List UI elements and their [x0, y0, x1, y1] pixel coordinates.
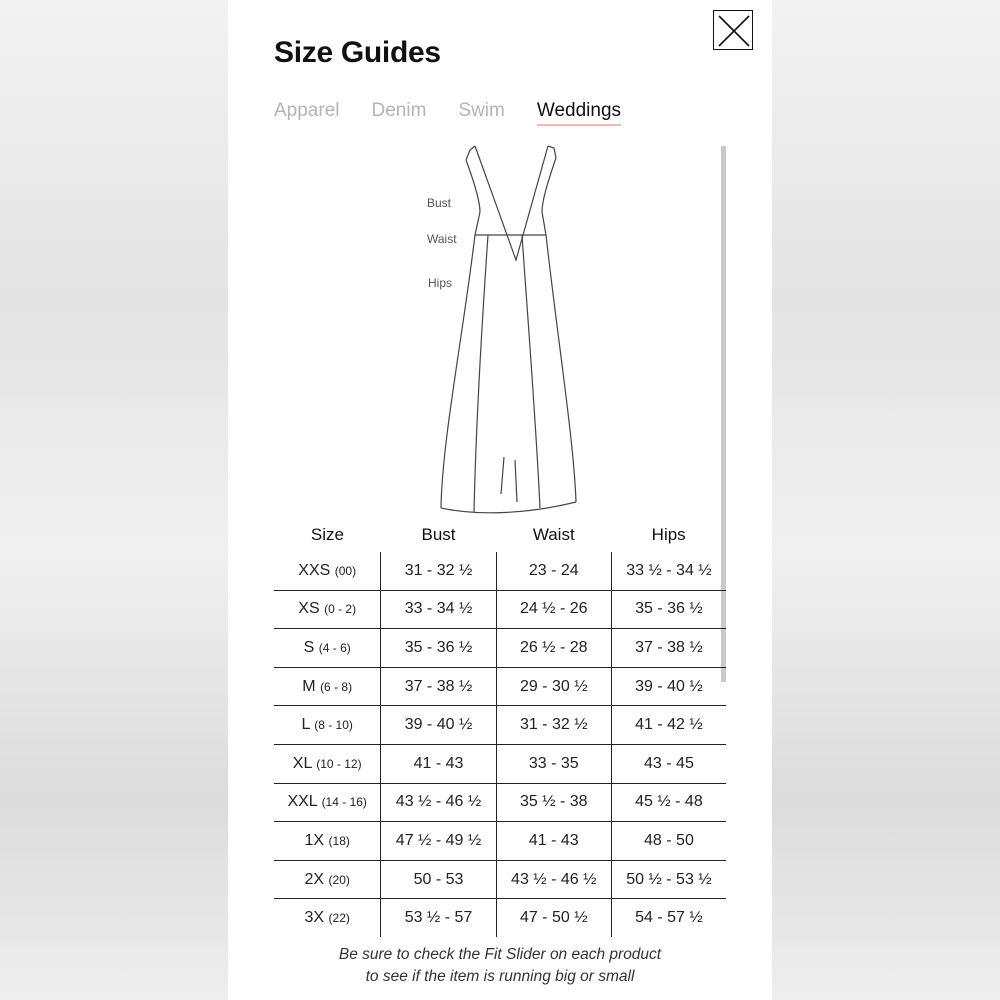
hips-cell: 33 ½ - 34 ½	[611, 552, 726, 590]
waist-cell: 26 ½ - 28	[496, 629, 611, 668]
size-cell	[274, 899, 381, 937]
table-row	[274, 552, 726, 590]
table-row	[274, 899, 726, 937]
bust-cell: 35 - 36 ½	[381, 629, 496, 668]
size-numeric: (18)	[328, 833, 350, 848]
waist-cell: 23 - 24	[496, 552, 611, 590]
tab-denim[interactable]: Denim	[371, 100, 427, 121]
hips-cell: 54 - 57 ½	[611, 899, 726, 937]
modal-title: Size Guides	[274, 36, 441, 69]
backdrop-right	[772, 0, 1000, 1000]
size-cell	[274, 706, 381, 745]
size-cell	[274, 860, 381, 899]
size-guide-modal	[228, 0, 772, 1000]
hips-cell: 48 - 50	[611, 822, 726, 861]
table-row	[274, 822, 726, 861]
bust-cell: 47 ½ - 49 ½	[381, 822, 496, 861]
waist-cell: 47 - 50 ½	[496, 899, 611, 937]
diagram-label-bust: Bust	[427, 196, 452, 210]
hips-cell: 37 - 38 ½	[611, 629, 726, 668]
hips-cell: 35 - 36 ½	[611, 590, 726, 629]
table-header-row	[274, 518, 726, 552]
tab-swim[interactable]: Swim	[458, 100, 505, 121]
waist-cell: 29 - 30 ½	[496, 667, 611, 706]
fit-slider-note	[228, 944, 772, 988]
size-numeric: (20)	[328, 872, 350, 887]
fit-note-line-2: to see if the item is running big or small	[365, 968, 635, 985]
waist-cell: 35 ½ - 38	[496, 783, 611, 822]
header-hips: Hips	[651, 525, 686, 544]
hips-cell: 45 ½ - 48	[611, 783, 726, 822]
bust-cell: 50 - 53	[381, 860, 496, 899]
tab-apparel[interactable]: Apparel	[274, 100, 340, 121]
table-row	[274, 744, 726, 783]
size-cell	[274, 590, 381, 629]
table-row	[274, 590, 726, 629]
bust-cell: 41 - 43	[381, 744, 496, 783]
header-bust: Bust	[421, 525, 456, 544]
size-numeric: (0 - 2)	[324, 602, 357, 617]
size-label: XL	[292, 754, 312, 772]
size-label: M	[302, 677, 316, 695]
size-cell	[274, 744, 381, 783]
header-waist: Waist	[532, 525, 575, 544]
table-row	[274, 783, 726, 822]
size-numeric: (4 - 6)	[318, 640, 351, 655]
hips-cell: 41 - 42 ½	[611, 706, 726, 745]
size-cell	[274, 667, 381, 706]
hips-cell: 39 - 40 ½	[611, 667, 726, 706]
close-icon	[714, 11, 754, 51]
bust-cell: 43 ½ - 46 ½	[381, 783, 496, 822]
bust-cell: 33 - 34 ½	[381, 590, 496, 629]
bust-cell: 31 - 32 ½	[381, 552, 496, 590]
size-label: 2X	[304, 870, 325, 888]
waist-cell: 33 - 35	[496, 744, 611, 783]
table-row	[274, 860, 726, 899]
fit-note-line-1: Be sure to check the Fit Slider on each product	[338, 946, 662, 963]
table-row	[274, 629, 726, 668]
bust-cell: 37 - 38 ½	[381, 667, 496, 706]
waist-cell: 24 ½ - 26	[496, 590, 611, 629]
size-cell	[274, 783, 381, 822]
table-row	[274, 706, 726, 745]
size-label: XXL	[287, 793, 318, 811]
size-label: L	[301, 716, 310, 734]
backdrop-left	[0, 0, 228, 1000]
hips-cell: 50 ½ - 53 ½	[611, 860, 726, 899]
size-label: XXS	[298, 561, 331, 579]
tab-weddings[interactable]: Weddings	[537, 100, 621, 126]
size-numeric: (6 - 8)	[320, 679, 353, 694]
header-size: Size	[310, 525, 344, 544]
size-label: 1X	[304, 831, 325, 849]
size-cell	[274, 822, 381, 861]
close-button[interactable]	[713, 10, 753, 50]
waist-cell: 31 - 32 ½	[496, 706, 611, 745]
size-numeric: (22)	[328, 911, 350, 926]
waist-cell: 43 ½ - 46 ½	[496, 860, 611, 899]
waist-cell: 41 - 43	[496, 822, 611, 861]
size-label: XS	[298, 600, 320, 618]
table-row	[274, 667, 726, 706]
bust-cell: 53 ½ - 57	[381, 899, 496, 937]
size-numeric: (8 - 10)	[314, 718, 353, 733]
size-chart-table	[274, 518, 726, 937]
size-guide-tabs	[274, 100, 653, 126]
size-label: S	[303, 638, 315, 656]
hips-cell: 43 - 45	[611, 744, 726, 783]
diagram-label-waist: Waist	[427, 232, 457, 246]
size-cell	[274, 629, 381, 668]
size-numeric: (10 - 12)	[316, 756, 362, 771]
bust-cell: 39 - 40 ½	[381, 706, 496, 745]
size-label: 3X	[304, 909, 325, 927]
size-cell	[274, 552, 381, 590]
size-numeric: (00)	[334, 563, 357, 578]
size-numeric: (14 - 16)	[321, 795, 367, 810]
diagram-label-hips: Hips	[428, 276, 453, 290]
